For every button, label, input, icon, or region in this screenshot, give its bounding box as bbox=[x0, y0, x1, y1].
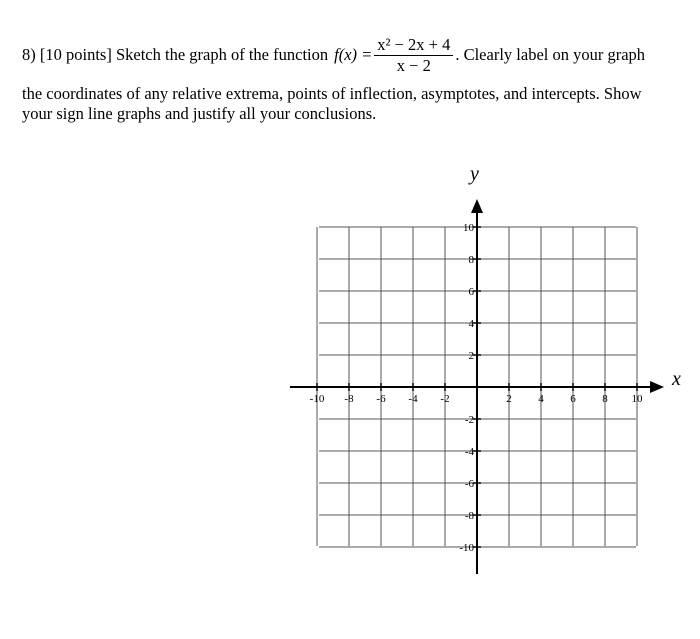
x-tick-label: 2 bbox=[506, 393, 512, 405]
problem-number: 8) bbox=[22, 45, 36, 64]
x-axis-label: x bbox=[672, 368, 681, 390]
x-tick-label: -10 bbox=[309, 393, 325, 405]
y-tick-label: -8 bbox=[464, 510, 474, 522]
function-name: f(x) = bbox=[334, 45, 373, 64]
y-axis-arrow-icon bbox=[471, 199, 483, 213]
x-tick-label: -6 bbox=[376, 393, 386, 405]
x-tick-label: 4 bbox=[538, 393, 544, 405]
x-axis-arrow-icon bbox=[650, 381, 664, 393]
x-tick-label: -4 bbox=[408, 393, 418, 405]
problem-line-2: the coordinates of any relative extrema, points of inflection, asymptotes, and intercepts. Show bbox=[22, 84, 642, 103]
fraction-denominator: x − 2 bbox=[396, 55, 431, 75]
x-tick-label: 6 bbox=[570, 393, 576, 405]
problem-text-before: Sketch the graph of the function bbox=[115, 45, 329, 64]
y-tick-label: 10 bbox=[463, 222, 474, 234]
y-tick-label: 8 bbox=[468, 254, 474, 266]
y-tick-label: -2 bbox=[464, 414, 474, 426]
problem-points: [10 points] bbox=[39, 45, 112, 64]
fraction-numerator: x² − 2x + 4 bbox=[374, 35, 453, 56]
problem-text-after: . Clearly label on your graph bbox=[455, 45, 646, 64]
x-tick-label: -2 bbox=[440, 393, 450, 405]
y-tick-label: 2 bbox=[468, 350, 474, 362]
y-tick-label: -4 bbox=[464, 446, 474, 458]
y-axis-label: y bbox=[470, 163, 479, 185]
axes bbox=[290, 199, 664, 574]
y-tick-label: -6 bbox=[464, 478, 474, 490]
x-tick-label: 8 bbox=[602, 393, 608, 405]
x-tick-label: 10 bbox=[631, 393, 643, 405]
x-tick-label: -8 bbox=[344, 393, 354, 405]
y-tick-label: 6 bbox=[468, 286, 474, 298]
y-tick-label: 4 bbox=[468, 318, 474, 330]
y-tick-label: -10 bbox=[459, 542, 474, 554]
problem-line-3: your sign line graphs and justify all your conclusions. bbox=[22, 104, 377, 123]
